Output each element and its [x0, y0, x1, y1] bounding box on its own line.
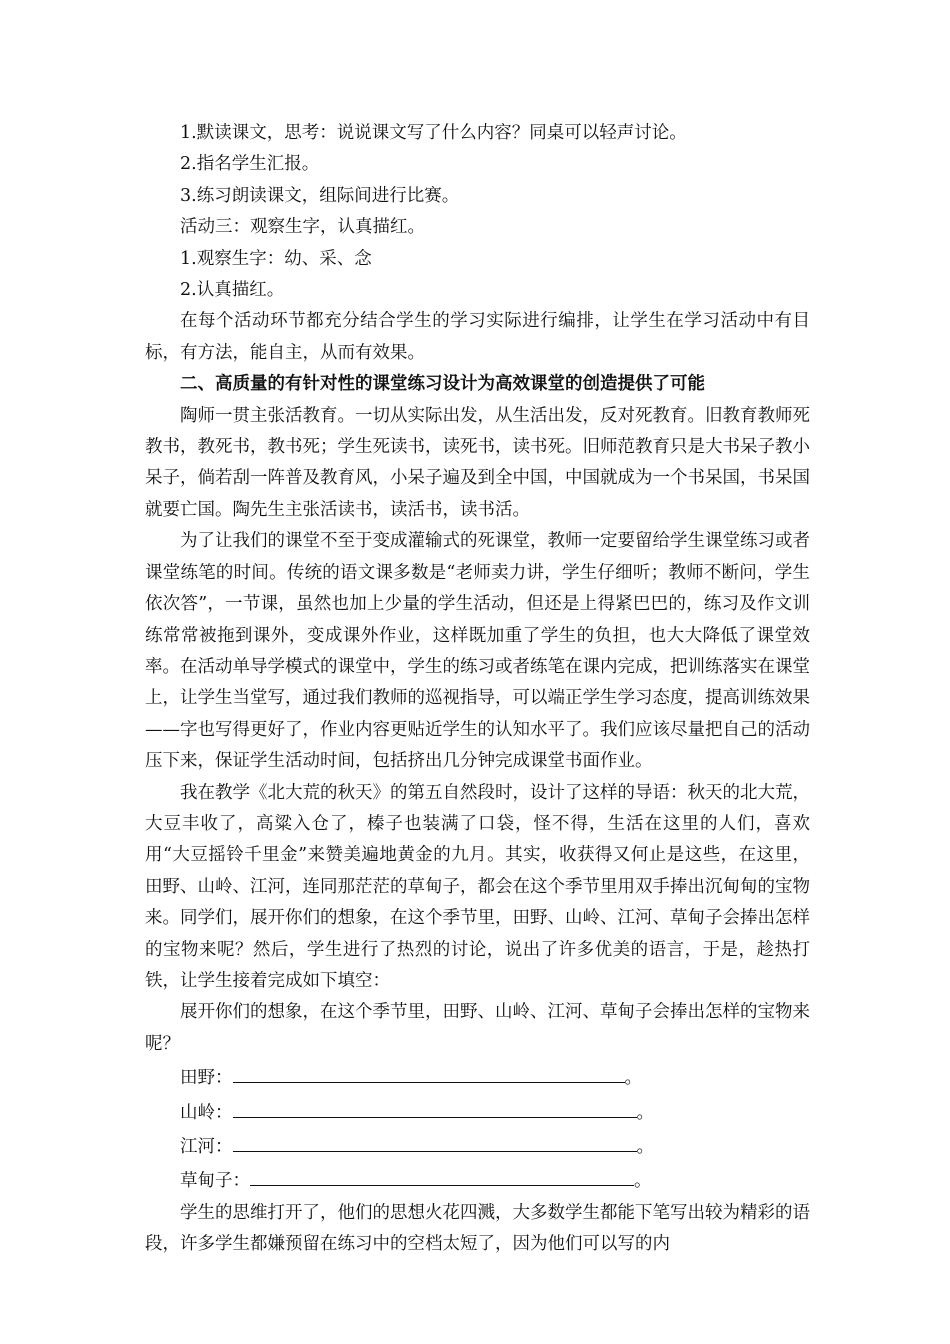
- fill-blank-row: [145, 1095, 810, 1129]
- fill-blank-row: [145, 1060, 810, 1094]
- prompt-paragraph: 展开你们的想象，在这个季节里，田野、山岭、江河、草甸子会捧出怎样的宝物来呢？: [145, 1002, 810, 1054]
- fill-blank-line: [233, 1095, 637, 1118]
- document-body: [145, 118, 810, 1261]
- fill-blank-row: [145, 1129, 810, 1163]
- step-line-observe: 1.观察生字：幼、采、念: [180, 248, 372, 269]
- fill-blank-row: [145, 1163, 810, 1197]
- step-line-trace: 2.认真描红。: [180, 280, 285, 301]
- summary-paragraph: 在每个活动环节都充分结合学生的学习实际进行编排，让学生在学习活动中有目标，有方法，能自主，从而有效果。: [145, 311, 810, 363]
- fill-blank-label: 田野：: [180, 1068, 233, 1089]
- autumn-paragraph: 我在教学《北大荒的秋天》的第五自然段时，设计了这样的导语：秋天的北大荒，大豆丰收了，高粱入仓了，榛子也装满了口袋，怪不得，生活在这里的人们，喜欢用“大豆摇铃千里金”来赞美遍地黄金的九月。其实，收获得又何止是这些，在这里，田野、山岭、江河，连同那茫茫的草甸子，都会在这个季节里用双手捧出沉甸甸的宝物来。同学们，展开你们的想象，在这个季节里，田野、山岭、江河、草甸子会捧出怎样的宝物来呢？然后，学生进行了热烈的讨论，说出了许多优美的语言，于是，趁热打铁，让学生接着完成如下填空：: [145, 782, 810, 991]
- activity-three-line: 活动三：观察生字，认真描红。: [180, 217, 425, 238]
- fill-blank-end: 。: [636, 1102, 654, 1123]
- tao-paragraph: 陶师一贯主张活教育。一切从实际出发，从生活出发，反对死教育。旧教育教师死教书，教死书，教书死；学生死读书，读死书，读书死。旧师范教育只是大书呆子教小呆子，倘若刮一阵普及教育风，小呆子遍及到全中国，中国就成为一个书呆国，书呆国就要亡国。陶先生主张活读书，读活书，读书活。: [145, 405, 810, 520]
- fill-blank-end: 。: [634, 1171, 652, 1192]
- fill-blank-label: 江河：: [180, 1137, 233, 1157]
- fill-blank-line: [250, 1163, 634, 1186]
- classroom-paragraph: 为了让我们的课堂不至于变成灌输式的死课堂，教师一定要留给学生课堂练习或者课堂练笔的时间。传统的语文课多数是“老师卖力讲，学生仔细听；教师不断问，学生依次答”，一节课，虽然也加上少量的学生活动，但还是上得紧巴巴的，练习及作文训练常常被拖到课外，变成课外作业，这样既加重了学生的负担，也大大降低了课堂效率。在活动单导学模式的课堂中，学生的练习或者练笔在课内完成，把训练落实在课堂上，让学生当堂写，通过我们教师的巡视指导，可以端正学生学习态度，提高训练效果——字也写得更好了，作业内容更贴近学生的认知水平了。我们应该尽量把自己的活动压下来，保证学生活动时间，包括挤出几分钟完成课堂书面作业。: [145, 531, 810, 772]
- result-paragraph: 学生的思维打开了，他们的思想火花四溅，大多数学生都能下笔写出较为精彩的语段，许多学生都嫌预留在练习中的空档太短了，因为他们可以写的内: [145, 1202, 810, 1255]
- fill-blank-line: [233, 1060, 625, 1083]
- section-heading: 二、高质量的有针对性的课堂练习设计为高效课堂的创造提供了可能: [180, 374, 705, 395]
- step-line-3: 3.练习朗读课文，组际间进行比赛。: [180, 185, 460, 206]
- fill-blank-label: 山岭：: [180, 1102, 233, 1123]
- fill-blank-label: 草甸子：: [180, 1171, 250, 1192]
- step-line-2: 2.指名学生汇报。: [180, 154, 320, 175]
- step-line-1: 1.默读课文，思考：说说课文写了什么内容？同桌可以轻声讨论。: [180, 123, 687, 143]
- fill-blank-line: [233, 1129, 637, 1152]
- fill-blank-end: 。: [636, 1137, 654, 1157]
- fill-blank-end: 。: [624, 1068, 642, 1089]
